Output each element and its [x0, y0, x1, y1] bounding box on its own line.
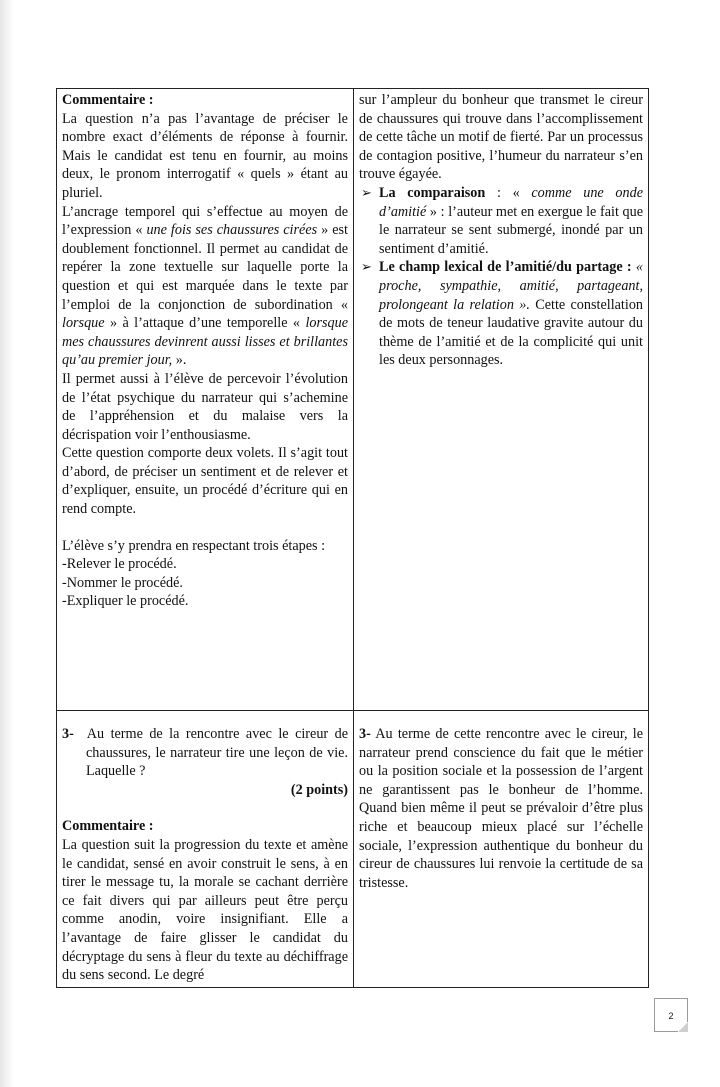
- step-item: -Nommer le procédé.: [62, 574, 183, 591]
- quote-run: lorsque mes chaussures devinrent aussi lisses et brillantes qu’au premier jour,: [62, 315, 348, 369]
- commentary-heading: Commentaire :: [62, 92, 154, 108]
- question-text: Au terme de la rencontre avec le cireur de chaussures, le narrateur tire une leçon de vie. Laquelle ?: [86, 726, 349, 780]
- arrow-bullet-icon: ➢: [361, 184, 372, 200]
- answer-number: 3-: [359, 726, 371, 742]
- row1-right-cell: [354, 89, 649, 711]
- question-paragraph: [62, 725, 348, 781]
- row2-right-cell: [354, 711, 649, 988]
- quote-run: « proche, sympathie, amitié, partageant, prolongeant la relation ».: [379, 259, 644, 313]
- spacer: [62, 713, 348, 725]
- commentary-paragraph: L’élève s’y prendra en respectant trois étapes :: [62, 537, 326, 554]
- commentary-paragraph: [62, 203, 348, 370]
- points-label: (2 points): [290, 781, 348, 798]
- text-run: » à l’attaque d’une temporelle «: [104, 315, 306, 332]
- answer-paragraph: [359, 725, 643, 892]
- table-row: [57, 711, 649, 988]
- bullet-item: [359, 258, 643, 370]
- step-item: -Expliquer le procédé.: [62, 593, 189, 610]
- bullet-label: Le champ lexical de l’amitié/du partage :: [379, 259, 632, 276]
- quote-run: lorsque: [62, 315, 105, 332]
- row2-left-cell: [57, 711, 354, 988]
- answer-paragraph: sur l’ampleur du bonheur que transmet le cireur de chaussures qui trouve dans l’accomplissement de cette tâche un motif de fierté. Par un processus de contagion positive, l’humeur du narrateur s’en trouve égayée.: [359, 92, 643, 183]
- spacer: [62, 799, 348, 817]
- answer-text: Au terme de cette rencontre avec le cireur, le narrateur prend conscience du fait que le métier ou la position sociale et la possession de l’argent ne garantissent pas le bonheur de l’homme. Quand bien même il peut se prévaloir d’être plus riche et beaucoup mieux placé sur l’échelle sociale, l’expression authentique du bonheur du cireur de chaussures lui renvoie la certitude de sa tristesse.: [359, 726, 643, 891]
- text-run: L’ancrage temporel qui s’effectue au moyen de l’expression «: [62, 203, 348, 239]
- bullet-label: La comparaison: [379, 184, 486, 201]
- commentary-paragraph: Cette question comporte deux volets. Il s’agit tout d’abord, de préciser un sentiment et de relever et d’expliquer, ensuite, un procédé d’écriture qui en rend compte.: [62, 445, 348, 518]
- commentary-paragraph: La question n’a pas l’avantage de préciser le nombre exact d’éléments de réponse à fournir. Mais le candidat est tenu en fournir, au moins deux, le pronom interrogatif « quels » étant au pluriel.: [62, 110, 348, 201]
- step-item: -Relever le procédé.: [62, 556, 177, 573]
- commentary-heading: Commentaire :: [62, 818, 154, 835]
- page-number-badge: 2: [654, 998, 688, 1032]
- quote-run: une fois ses chaussures cirées: [146, 222, 318, 239]
- text-run: » est doublement fonctionnel. Il permet au candidat de repérer la zone textuelle sur laquelle porte la question et qui est marquée dans le texte par l’emploi de la conjonction de subordination «: [62, 222, 348, 313]
- text-run: Cette constellation de mots de teneur laudative gravite autour du thème de l’amitié et de la complicité qui unit les deux personnages.: [379, 296, 644, 369]
- bullet-item: [359, 184, 643, 258]
- table-row: [57, 89, 649, 711]
- spacer: [359, 713, 643, 725]
- row1-left-cell: [57, 89, 354, 711]
- question-number: 3-: [62, 726, 74, 742]
- text-run: ».: [172, 352, 187, 369]
- commentary-table: [56, 88, 649, 988]
- commentary-paragraph: Il permet aussi à l’élève de percevoir l’évolution de l’état psychique du narrateur qui s’achemine de l’appréhension et du malaise vers la décrispation voir l’enthousiasme.: [62, 370, 348, 443]
- page-edge-shadow: [0, 0, 14, 1087]
- quote-run: comme une onde d’amitié: [379, 184, 643, 220]
- text-run: » : l’auteur met en exergue le fait que le narrateur se sent submergé, inondé par un sentiment d’amitié.: [379, 203, 643, 257]
- commentary-paragraph: La question suit la progression du texte et amène le candidat, sensé en avoir construit le sens, à en tirer le message tu, la morale se cachant derrière ce fait divers qui par ailleurs peut être perçu comme anodin, voire insignifiant. Elle a l’avantage de faire glisser le candidat du décryptage du sens à fleur du texte au déchiffrage du sens second. Le degré: [62, 836, 348, 984]
- arrow-bullet-icon: ➢: [361, 259, 372, 275]
- spacer: [62, 519, 348, 537]
- text-run: : «: [485, 184, 532, 201]
